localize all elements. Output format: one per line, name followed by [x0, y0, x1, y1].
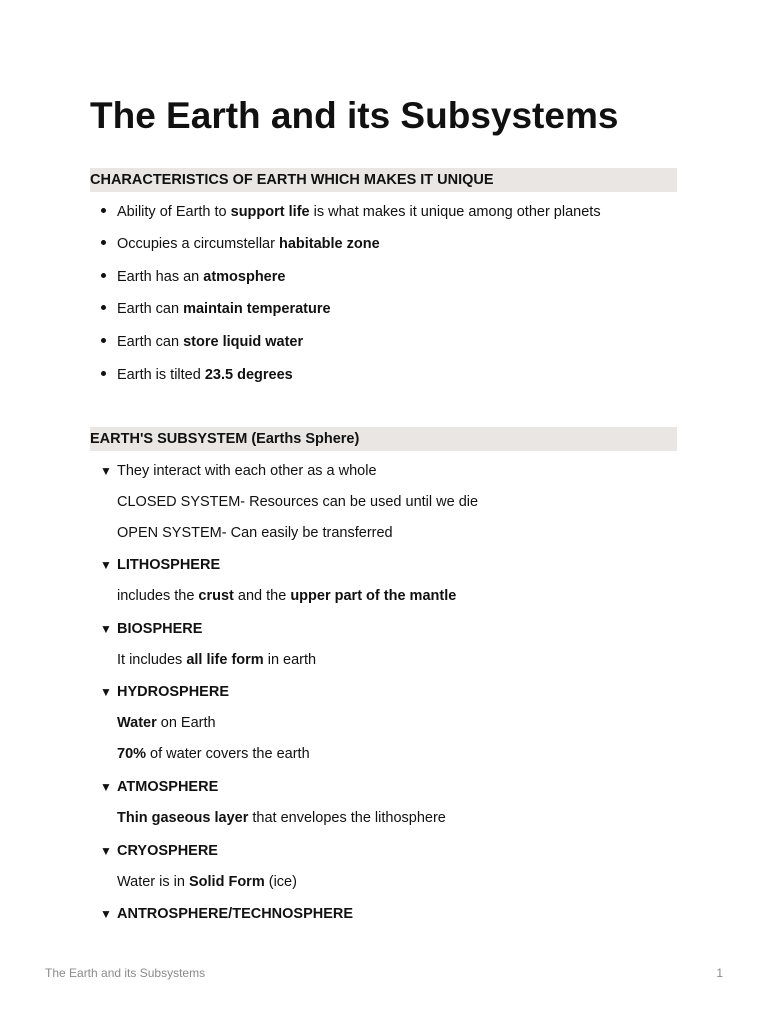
content-text: and the [233, 588, 291, 604]
content-bold: all life form [186, 652, 264, 668]
bullet-icon [100, 233, 117, 255]
content-bold: upper part of the mantle [290, 588, 457, 604]
toggle-item-hydrosphere[interactable] [100, 681, 229, 703]
page-number: 1 [716, 966, 723, 980]
toggle-item-antrosphere[interactable] [100, 903, 353, 925]
toggle-label: CRYOSPHERE [117, 843, 218, 859]
content-text: on Earth [156, 715, 216, 731]
content-text: Water is in [117, 874, 189, 890]
triangle-down-icon[interactable]: ▼ [100, 844, 112, 858]
bullet-icon [100, 331, 117, 353]
toggle-content-line [117, 649, 316, 671]
toggle-label: They interact with each other as a whole [117, 463, 377, 479]
triangle-down-icon[interactable]: ▼ [100, 780, 112, 794]
toggle-label: BIOSPHERE [117, 621, 203, 637]
toggle-content-line [117, 585, 456, 607]
list-item [100, 364, 293, 386]
toggle-label: ANTROSPHERE/TECHNOSPHERE [117, 906, 354, 922]
list-item-bold: 23.5 degrees [204, 367, 293, 383]
list-item-text: Occupies a circumstellar [117, 236, 279, 252]
bullet-icon [100, 266, 117, 288]
triangle-down-icon[interactable]: ▼ [100, 685, 112, 699]
toggle-content-line: OPEN SYSTEM- Can easily be transferred [117, 525, 393, 541]
toggle-label: LITHOSPHERE [117, 557, 221, 573]
bullet-icon [100, 298, 117, 320]
list-item-text: is what makes it unique among other planets [309, 204, 601, 220]
toggle-item-atmosphere[interactable] [100, 776, 218, 798]
list-item-text: Earth has an [117, 269, 204, 285]
list-item [100, 298, 331, 320]
toggle-content-line [117, 743, 310, 765]
content-bold: crust [198, 588, 234, 604]
section-heading-characteristics: CHARACTERISTICS OF EARTH WHICH MAKES IT UNIQUE [90, 168, 677, 192]
list-item-text: Earth is tilted [117, 367, 205, 383]
list-item-bold: store liquid water [183, 334, 304, 350]
toggle-item-lithosphere[interactable] [100, 554, 220, 576]
content-text: It includes [117, 652, 187, 668]
list-item [100, 331, 303, 353]
content-text: (ice) [264, 874, 297, 890]
toggle-item-biosphere[interactable] [100, 618, 202, 640]
content-text: includes the [117, 588, 199, 604]
toggle-content-line [117, 712, 216, 734]
toggle-item-interact[interactable] [100, 460, 377, 482]
toggle-label: ATMOSPHERE [117, 779, 219, 795]
triangle-down-icon[interactable]: ▼ [100, 622, 112, 636]
content-bold: Thin gaseous layer [117, 810, 249, 826]
content-text: in earth [263, 652, 317, 668]
section-heading-subsystem: EARTH'S SUBSYSTEM (Earths Sphere) [90, 427, 677, 451]
list-item-bold: maintain temperature [183, 301, 331, 317]
bullet-icon [100, 201, 117, 223]
content-bold: Water [117, 715, 157, 731]
page-title: The Earth and its Subsystems [90, 95, 619, 136]
list-item-bold: habitable zone [278, 236, 380, 252]
triangle-down-icon[interactable]: ▼ [100, 464, 112, 478]
toggle-content-line [117, 807, 446, 829]
triangle-down-icon[interactable]: ▼ [100, 558, 112, 572]
triangle-down-icon[interactable]: ▼ [100, 907, 112, 921]
list-item [100, 201, 601, 223]
list-item-text: Earth can [117, 301, 184, 317]
content-text: that envelopes the lithosphere [248, 810, 446, 826]
content-bold: Solid Form [188, 874, 265, 890]
list-item-text: Ability of Earth to [117, 204, 231, 220]
toggle-content-line [117, 871, 297, 893]
list-item-bold: support life [230, 204, 310, 220]
toggle-label: HYDROSPHERE [117, 684, 229, 700]
content-text: of water covers the earth [146, 746, 310, 762]
bullet-icon [100, 364, 117, 386]
toggle-item-cryosphere[interactable] [100, 840, 218, 862]
list-item-bold: atmosphere [203, 269, 286, 285]
list-item [100, 266, 285, 288]
footer-title: The Earth and its Subsystems [45, 966, 206, 980]
list-item-text: Earth can [117, 334, 184, 350]
content-bold: 70% [117, 746, 147, 762]
list-item [100, 233, 380, 255]
toggle-content-line: CLOSED SYSTEM- Resources can be used until we die [117, 494, 479, 510]
